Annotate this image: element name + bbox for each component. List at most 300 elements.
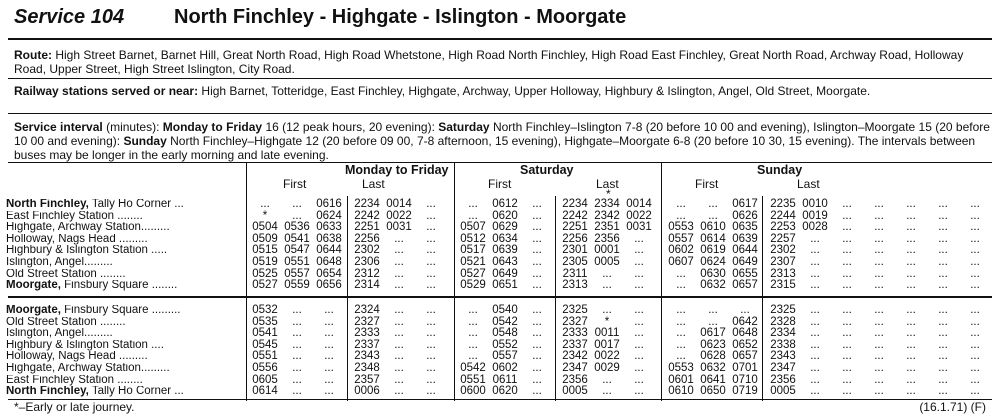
sun-first-label: First [695, 177, 719, 191]
time-cell: ... [842, 221, 852, 234]
time-cell: 0029 [594, 362, 620, 374]
time-cell: ... [938, 350, 948, 363]
time-cell: 0634 [492, 232, 518, 245]
time-cell: ... [874, 327, 884, 340]
time-cell: ... [292, 338, 302, 351]
time-cell: ... [426, 338, 436, 351]
time-cell: 0527 [460, 267, 486, 280]
stop-name-bold: North Finchley, [6, 199, 89, 210]
time-cell: ... [634, 385, 644, 398]
time-cell: 2234 [354, 198, 380, 210]
time-cell: 2313 [562, 279, 588, 292]
time-cell: 2242 [354, 209, 380, 222]
time-cell: ... [532, 362, 542, 374]
route-paragraph [14, 48, 994, 76]
time-cell: ... [394, 232, 404, 245]
time-cell: 0605 [252, 373, 278, 386]
time-cell: 0022 [594, 350, 620, 363]
time-cell: ... [634, 244, 644, 257]
time-cell: ... [938, 221, 948, 234]
time-cell: ... [810, 338, 820, 351]
stop-name [6, 386, 250, 397]
time-cell: 2253 [770, 221, 796, 234]
time-cell: ... [532, 256, 542, 268]
time-cell: 2338 [770, 338, 796, 351]
time-cell: 0548 [492, 327, 518, 340]
time-cell: 0005 [594, 256, 620, 268]
time-cell: 0614 [700, 232, 726, 245]
time-cell: ... [708, 198, 718, 210]
table-row [0, 340, 1000, 351]
time-cell: ... [532, 373, 542, 386]
time-cell: ... [676, 304, 686, 316]
service-number: Service 104 [14, 6, 125, 28]
stop-name-bold: Moorgate, [6, 305, 61, 316]
time-cell: 2356 [562, 373, 588, 386]
time-cell: 0719 [732, 385, 758, 398]
table-row [0, 211, 1000, 222]
stop-name-rest: Tally Ho Corner ... [88, 386, 184, 398]
time-cell: ... [874, 279, 884, 292]
time-cell: ... [970, 267, 980, 280]
time-cell: ... [842, 327, 852, 340]
time-cell: 0552 [492, 338, 518, 351]
time-cell: 2314 [354, 279, 380, 292]
time-cell: ... [426, 350, 436, 363]
time-cell: 0649 [732, 256, 758, 268]
time-cell: ... [394, 267, 404, 280]
time-cell: ... [810, 232, 820, 245]
time-cell: 2325 [562, 304, 588, 316]
time-cell: ... [676, 198, 686, 210]
time-cell: ... [874, 244, 884, 257]
time-cell: ... [292, 315, 302, 328]
stop-name [6, 269, 250, 280]
time-cell: ... [426, 327, 436, 340]
time-cell: 2347 [562, 362, 588, 374]
time-cell: ... [810, 385, 820, 398]
time-cell: ... [810, 244, 820, 257]
time-cell: 0031 [386, 221, 412, 234]
time-cell: ... [842, 373, 852, 386]
time-cell: 0553 [668, 362, 694, 374]
time-cell: ... [938, 362, 948, 374]
day-heading-saturday: Saturday [520, 163, 574, 177]
time-cell: 2342 [562, 350, 588, 363]
day-heading-monday-friday: Monday to Friday [345, 163, 449, 177]
header-rule [8, 38, 992, 40]
time-cell: ... [394, 244, 404, 257]
time-cell: ... [468, 338, 478, 351]
time-cell: ... [970, 362, 980, 374]
time-cell: 0553 [668, 221, 694, 234]
time-cell: ... [426, 385, 436, 398]
sun-last-label: Last [797, 177, 820, 191]
time-cell: 2244 [770, 209, 796, 222]
time-cell: 0536 [284, 221, 310, 234]
time-cell: 0022 [386, 209, 412, 222]
time-cell: 0620 [492, 385, 518, 398]
time-cell: ... [634, 267, 644, 280]
time-cell: ... [532, 338, 542, 351]
time-cell: ... [906, 338, 916, 351]
time-cell: ... [938, 327, 948, 340]
time-cell: ... [906, 256, 916, 268]
time-cell: 0655 [732, 267, 758, 280]
time-cell: 0652 [732, 338, 758, 351]
time-cell: ... [634, 232, 644, 245]
time-cell: ... [740, 304, 750, 316]
time-cell: 2347 [770, 362, 796, 374]
time-cell: 2301 [562, 244, 588, 257]
time-cell: 0602 [492, 362, 518, 374]
time-cell: ... [292, 209, 302, 222]
time-cell: 0527 [252, 279, 278, 292]
time-cell: ... [634, 315, 644, 328]
time-cell: 0657 [732, 279, 758, 292]
table-row [0, 317, 1000, 328]
time-cell: ... [394, 315, 404, 328]
time-cell: 2343 [354, 350, 380, 363]
time-cell: ... [938, 315, 948, 328]
time-cell: 2343 [770, 350, 796, 363]
time-cell: ... [906, 221, 916, 234]
time-cell: ... [874, 256, 884, 268]
stop-name [6, 257, 250, 268]
stop-name [6, 222, 250, 233]
time-cell: 0541 [284, 232, 310, 245]
table-row [0, 375, 1000, 386]
table-row [0, 199, 1000, 210]
time-cell: 0535 [252, 315, 278, 328]
time-cell: 0607 [668, 256, 694, 268]
time-cell: ... [906, 327, 916, 340]
railway-label: Railway stations served or near: [14, 84, 199, 98]
railway-text: High Barnet, Totteridge, East Finchley, Highgate, Archway, Upper Holloway, Highbury & Islington, Angel, Old Street, Moorgate. [201, 84, 871, 98]
stop-name [6, 245, 250, 256]
time-cell: 2334 [770, 327, 796, 340]
time-cell: 0557 [492, 350, 518, 363]
time-cell: ... [532, 198, 542, 210]
time-cell: ... [426, 279, 436, 292]
time-cell: 0649 [492, 267, 518, 280]
sat-last-label: Last [596, 177, 619, 191]
stop-name-rest: Tally Ho Corner ... [88, 199, 184, 210]
time-cell: ... [906, 315, 916, 328]
time-cell: 0525 [252, 267, 278, 280]
time-cell: 2351 [594, 221, 620, 234]
time-cell: ... [324, 362, 334, 374]
time-cell: ... [906, 350, 916, 363]
time-cell: ... [394, 350, 404, 363]
time-cell: ... [906, 198, 916, 210]
time-cell: ... [842, 232, 852, 245]
time-cell: 0644 [732, 244, 758, 257]
time-cell: ... [970, 198, 980, 210]
table-row [0, 245, 1000, 256]
time-cell: ... [810, 373, 820, 386]
time-cell: ... [938, 385, 948, 398]
stop-name [6, 351, 250, 362]
time-cell: 0551 [284, 256, 310, 268]
stop-name-rest: Highbury & Islington Station .... [6, 339, 164, 351]
time-cell: ... [292, 327, 302, 340]
time-cell: ... [810, 267, 820, 280]
time-cell: ... [634, 279, 644, 292]
time-cell: 2251 [354, 221, 380, 234]
interval-label: Service interval [14, 120, 103, 134]
time-cell: ... [842, 350, 852, 363]
table-row [0, 234, 1000, 245]
interval-sun-text: North Finchley–Highgate 12 (20 before 09 00, 7-8 afternoon, 15 evening), Highgate–Moorgate 6-8 (20 before 10 30, 15 evening). [170, 134, 855, 148]
time-cell: 2327 [354, 315, 380, 328]
time-cell: ... [292, 350, 302, 363]
time-cell: ... [874, 385, 884, 398]
time-cell: 0623 [700, 338, 726, 351]
stop-name [6, 280, 250, 291]
time-cell: 2306 [354, 256, 380, 268]
time-cell: 0507 [460, 221, 486, 234]
time-cell: ... [634, 350, 644, 363]
time-cell: 0601 [668, 373, 694, 386]
time-cell: 0540 [492, 304, 518, 316]
stop-name-rest: Highbury & Islington Station ..... [6, 245, 168, 257]
time-cell: ... [394, 338, 404, 351]
time-cell: ... [970, 244, 980, 257]
time-cell: 0014 [386, 198, 412, 210]
time-cell: ... [842, 256, 852, 268]
time-cell: ... [468, 315, 478, 328]
time-cell: ... [676, 327, 686, 340]
time-cell: 0006 [354, 385, 380, 398]
day-heading-sunday: Sunday [757, 163, 803, 177]
mf-last-label: Last [362, 177, 385, 191]
time-cell: 0532 [252, 304, 278, 316]
time-cell: 0521 [460, 256, 486, 268]
time-cell: 2311 [562, 267, 588, 280]
time-cell: ... [426, 373, 436, 386]
time-cell: 2313 [770, 267, 796, 280]
time-cell: 0632 [700, 362, 726, 374]
time-cell: 0559 [284, 279, 310, 292]
stop-name [6, 340, 250, 351]
time-cell: ... [532, 267, 542, 280]
time-cell: 2333 [354, 327, 380, 340]
time-cell: ... [532, 221, 542, 234]
time-cell: ... [874, 315, 884, 328]
time-cell: ... [970, 279, 980, 292]
time-cell: 0654 [316, 267, 342, 280]
mf-first-label: First [283, 177, 307, 191]
time-cell: ... [602, 373, 612, 386]
time-cell: ... [468, 350, 478, 363]
time-cell: ... [324, 350, 334, 363]
time-cell: ... [532, 315, 542, 328]
time-cell: ... [676, 338, 686, 351]
time-cell: 2324 [354, 304, 380, 316]
time-cell: 0519 [252, 256, 278, 268]
time-cell: 0632 [700, 279, 726, 292]
time-cell: 2235 [770, 198, 796, 210]
interval-paragraph [14, 120, 994, 162]
time-cell: ... [394, 256, 404, 268]
time-cell: ... [324, 373, 334, 386]
time-cell: ... [676, 209, 686, 222]
time-cell: ... [676, 267, 686, 280]
time-cell: ... [810, 327, 820, 340]
time-cell: ... [394, 279, 404, 292]
time-cell: 0626 [732, 209, 758, 222]
interval-sun-label: Sunday [123, 134, 167, 148]
time-cell: ... [532, 327, 542, 340]
stop-name [6, 363, 250, 374]
time-cell: 0701 [732, 362, 758, 374]
time-cell: ... [676, 279, 686, 292]
time-cell: 0624 [700, 256, 726, 268]
time-cell: 0614 [252, 385, 278, 398]
table-bottom-rule [8, 399, 992, 400]
time-cell: 0005 [562, 385, 588, 398]
time-cell: ... [874, 209, 884, 222]
time-cell: 0515 [252, 244, 278, 257]
table-top-rule [8, 162, 992, 163]
time-cell: 0005 [770, 385, 796, 398]
time-cell: ... [260, 198, 270, 210]
time-cell: 0001 [594, 244, 620, 257]
time-cell: ... [602, 385, 612, 398]
time-cell: ... [292, 362, 302, 374]
time-cell: 2256 [354, 232, 380, 245]
table-row [0, 305, 1000, 316]
time-cell: ... [292, 385, 302, 398]
time-cell: 0612 [492, 198, 518, 210]
time-cell: ... [810, 256, 820, 268]
time-cell: ... [426, 244, 436, 257]
time-cell: ... [842, 338, 852, 351]
time-cell: 0509 [252, 232, 278, 245]
table-row [0, 269, 1000, 280]
time-cell: 0010 [802, 198, 828, 210]
time-cell: ... [426, 362, 436, 374]
time-cell: 2356 [770, 373, 796, 386]
time-cell: ... [426, 315, 436, 328]
stop-name-rest: Holloway, Nags Head ......... [6, 233, 148, 245]
time-cell: ... [874, 198, 884, 210]
time-cell: 2234 [562, 198, 588, 210]
time-cell: ... [324, 315, 334, 328]
time-cell: ... [874, 304, 884, 316]
interval-unit: (minutes): [106, 120, 160, 134]
stop-name-rest: East Finchley Station ........ [6, 374, 143, 386]
time-cell: 0542 [492, 315, 518, 328]
time-cell: ... [394, 327, 404, 340]
time-cell: 0028 [802, 221, 828, 234]
stop-name [6, 211, 250, 222]
route-rule [8, 78, 992, 79]
time-cell: ... [874, 350, 884, 363]
route-text: High Street Barnet, Barnet Hill, Great North Road, High Road Whetstone, High Road North Finchley, High Road East Finchley, Great North Road, Archway Road, Holloway Road, Upper Street, High Street Islington, City Road. [14, 48, 964, 76]
time-cell: 0541 [252, 327, 278, 340]
interval-sat-text: North Finchley–Islington 7-8 (20 before 10 00 and evening), Islington–Moorgate 15 (20 before 10 00 and evening): [14, 120, 990, 148]
time-cell: ... [394, 373, 404, 386]
time-cell: ... [906, 362, 916, 374]
time-cell: ... [532, 350, 542, 363]
time-cell: ... [842, 198, 852, 210]
time-cell: ... [810, 350, 820, 363]
time-cell: 2334 [594, 198, 620, 210]
table-row [0, 328, 1000, 339]
stop-name-bold: Moorgate, [6, 280, 61, 292]
time-cell: ... [532, 304, 542, 316]
stop-name-rest: Islington, Angel......... [6, 257, 113, 268]
stop-name [6, 375, 250, 386]
time-cell: ... [532, 209, 542, 222]
reference-code: (16.1.71) (F) [919, 400, 986, 414]
interval-mf-label: Monday to Friday [162, 120, 263, 134]
time-cell: 0557 [668, 232, 694, 245]
interval-note: The intervals between buses may be longer in the early morning and late evening. [14, 134, 976, 162]
time-cell: ... [292, 373, 302, 386]
time-cell: ... [602, 279, 612, 292]
time-cell: 0651 [492, 279, 518, 292]
time-cell: ... [906, 385, 916, 398]
time-cell: ... [394, 304, 404, 316]
time-cell: 0644 [316, 244, 342, 257]
time-cell: ... [426, 221, 436, 234]
time-cell: 2315 [770, 279, 796, 292]
time-cell: 0031 [626, 221, 652, 234]
stop-name-rest: Old Street Station ........ [6, 316, 126, 328]
time-cell: 0638 [316, 232, 342, 245]
time-cell: ... [426, 198, 436, 210]
time-cell: 2357 [354, 373, 380, 386]
time-cell: ... [676, 350, 686, 363]
time-cell: 0657 [732, 350, 758, 363]
time-cell: * [262, 209, 268, 222]
time-cell: ... [602, 267, 612, 280]
time-cell: 0642 [732, 315, 758, 328]
stop-name [6, 305, 250, 316]
time-cell: ... [874, 267, 884, 280]
time-cell: ... [906, 244, 916, 257]
time-cell: * [604, 315, 610, 328]
time-cell: ... [810, 304, 820, 316]
table-row [0, 351, 1000, 362]
time-cell: ... [938, 373, 948, 386]
time-cell: ... [906, 209, 916, 222]
time-cell: ... [810, 279, 820, 292]
time-cell: ... [324, 385, 334, 398]
time-cell: 0504 [252, 221, 278, 234]
stop-name-rest: Holloway, Nags Head ......... [6, 351, 148, 363]
stop-name-rest: East Finchley Station ........ [6, 210, 143, 222]
time-cell: 2333 [562, 327, 588, 340]
time-cell: ... [906, 373, 916, 386]
time-cell: 2312 [354, 267, 380, 280]
time-cell: 0610 [668, 385, 694, 398]
time-cell: 0639 [732, 232, 758, 245]
stop-name-rest: Highgate, Archway Station......... [6, 222, 170, 234]
time-cell: ... [532, 279, 542, 292]
stop-name-bold: North Finchley, [6, 386, 89, 398]
time-cell: ... [874, 232, 884, 245]
time-cell: 0635 [732, 221, 758, 234]
time-cell: 0014 [626, 198, 652, 210]
time-cell: ... [708, 315, 718, 328]
time-cell: 0512 [460, 232, 486, 245]
time-cell: ... [938, 304, 948, 316]
railway-rule [8, 113, 992, 114]
